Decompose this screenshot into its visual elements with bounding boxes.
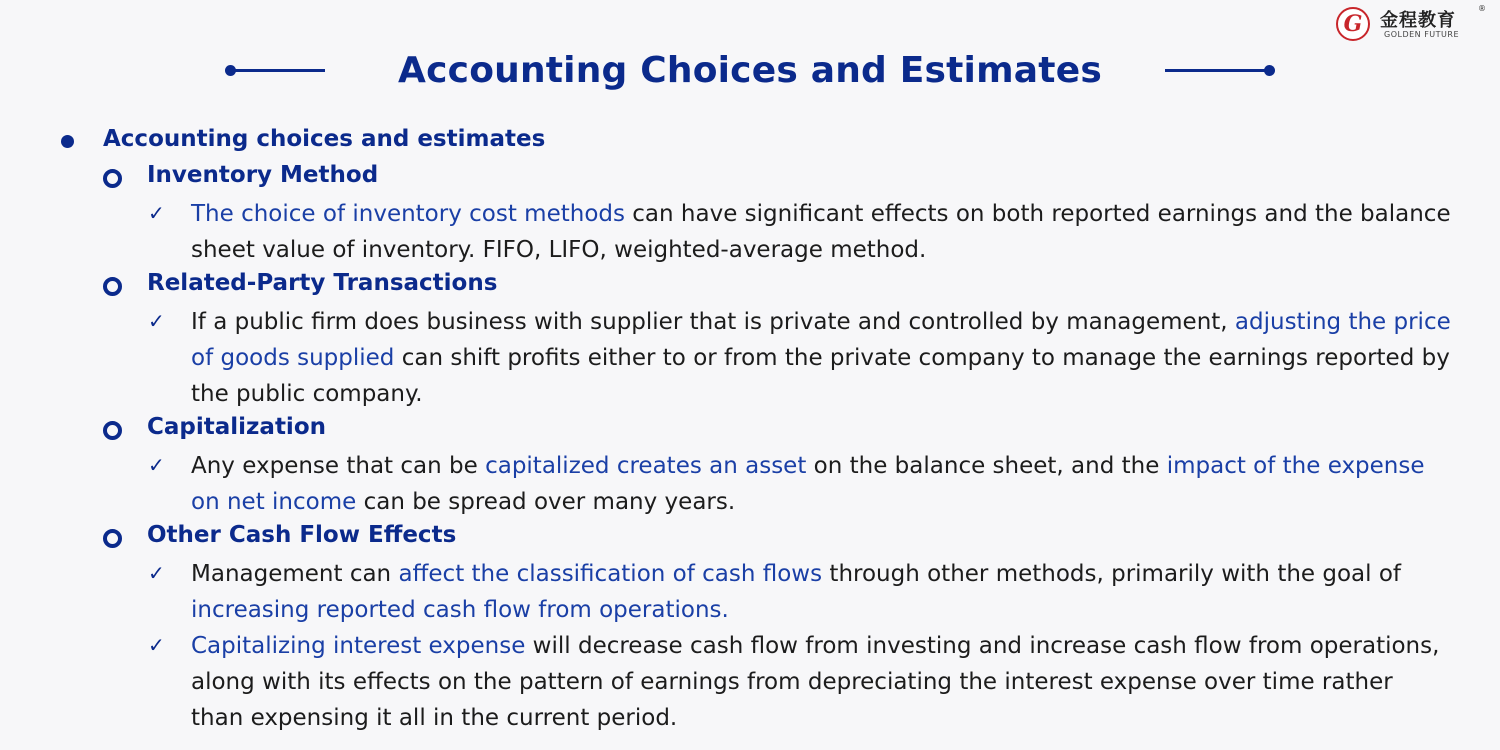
checkmark-icon: ✓ <box>148 561 165 585</box>
body-text: can shift profits either to or from the private company to manage the earnings reported by the public company. <box>191 345 1450 407</box>
logo-english-text: GOLDEN FUTURE <box>1384 30 1460 39</box>
checkmark-icon: ✓ <box>148 201 165 225</box>
section-point <box>191 628 1451 736</box>
ring-bullet-icon <box>103 421 122 440</box>
section-heading-other-cash-flow: Other Cash Flow Effects <box>147 522 457 548</box>
decoration-line <box>1165 69 1269 72</box>
logo-chinese-text: 金程教育 <box>1380 10 1456 31</box>
page-title: Accounting Choices and Estimates <box>398 50 1102 91</box>
body-text: Management can <box>191 561 399 587</box>
section-heading-capitalization: Capitalization <box>147 414 326 440</box>
body-text: can have significant effects on both reported earnings and the balance sheet value of inventory. FIFO, LIFO, weighted-average method. <box>191 201 1451 263</box>
body-text: If a public firm does business with supplier that is private and controlled by management, <box>191 309 1235 335</box>
ring-bullet-icon <box>103 277 122 296</box>
highlighted-text: capitalized creates an asset <box>485 453 807 479</box>
body-text: will decrease cash flow from investing and increase cash flow from operations, along with its effects on the pattern of earnings from depreciating the interest expense over time rather than expensing it all in the current period. <box>191 633 1440 731</box>
checkmark-icon: ✓ <box>148 453 165 477</box>
highlighted-text: The choice of inventory cost methods <box>191 201 625 227</box>
highlighted-text: increasing reported cash flow from operations. <box>191 597 729 623</box>
section-point <box>191 556 1451 628</box>
body-text: through other methods, primarily with the goal of <box>822 561 1402 587</box>
highlighted-text: Capitalizing interest expense <box>191 633 526 659</box>
title-decoration-right <box>1165 65 1275 75</box>
section-heading-related-party: Related-Party Transactions <box>147 270 498 296</box>
section-point <box>191 196 1451 268</box>
highlighted-text: affect the classification of cash flows <box>398 561 823 587</box>
checkmark-icon: ✓ <box>148 633 165 657</box>
body-text: Any expense that can be <box>191 453 486 479</box>
bullet-icon <box>61 135 74 148</box>
body-text: can be spread over many years. <box>356 489 736 515</box>
section-heading-inventory: Inventory Method <box>147 162 379 188</box>
body-text: on the balance sheet, and the <box>806 453 1167 479</box>
section-point <box>191 448 1451 520</box>
logo-mark-icon: G <box>1336 7 1370 41</box>
decoration-dot-icon <box>1264 65 1275 76</box>
ring-bullet-icon <box>103 169 122 188</box>
logo-registered-mark: ® <box>1478 4 1486 13</box>
highlighted-text: adjusting the price of goods supplied <box>191 309 1451 371</box>
highlighted-text: impact of the expense on net income <box>191 453 1425 515</box>
section-point <box>191 304 1451 412</box>
ring-bullet-icon <box>103 529 122 548</box>
level1-heading: Accounting choices and estimates <box>103 126 546 152</box>
golden-future-logo <box>1336 4 1486 44</box>
checkmark-icon: ✓ <box>148 309 165 333</box>
